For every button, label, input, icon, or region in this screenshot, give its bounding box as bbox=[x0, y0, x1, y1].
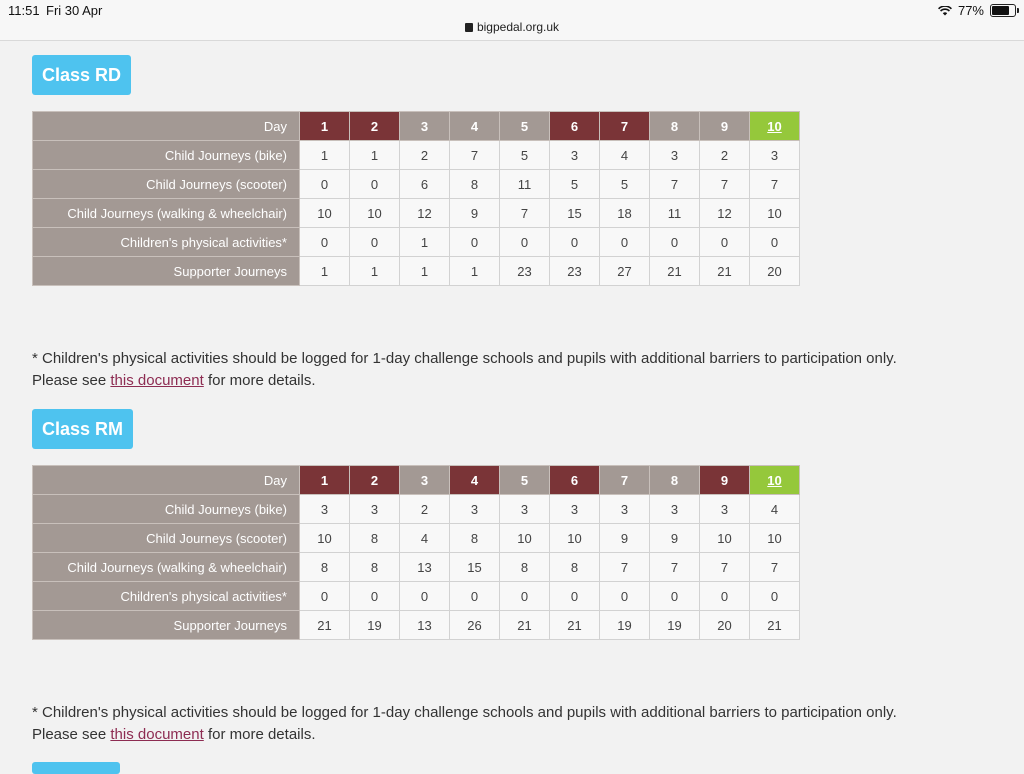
table-cell: 9 bbox=[650, 524, 700, 553]
table-cell: 9 bbox=[600, 524, 650, 553]
table-cell: 10 bbox=[500, 524, 550, 553]
class-rd-footnote bbox=[32, 348, 992, 392]
row-label: Supporter Journeys bbox=[33, 611, 300, 640]
table-cell: 5 bbox=[550, 170, 600, 199]
day-header-7 bbox=[600, 112, 650, 141]
table-cell: 10 bbox=[300, 524, 350, 553]
table-cell: 21 bbox=[650, 257, 700, 286]
table-cell: 13 bbox=[400, 553, 450, 582]
table-cell: 7 bbox=[500, 199, 550, 228]
battery-percent: 77% bbox=[957, 3, 984, 18]
day-number: 7 bbox=[620, 472, 629, 488]
table-cell: 9 bbox=[450, 199, 500, 228]
table-cell: 26 bbox=[450, 611, 500, 640]
table-cell: 21 bbox=[500, 611, 550, 640]
day-number: 2 bbox=[370, 118, 379, 134]
table-cell: 8 bbox=[450, 524, 500, 553]
row-label: Child Journeys (scooter) bbox=[33, 170, 300, 199]
table-cell: 5 bbox=[600, 170, 650, 199]
table-cell: 1 bbox=[400, 257, 450, 286]
table-cell: 7 bbox=[700, 170, 750, 199]
table-cell: 3 bbox=[300, 495, 350, 524]
see-suffix: for more details. bbox=[203, 726, 316, 743]
table-cell: 1 bbox=[350, 141, 400, 170]
table-cell: 23 bbox=[550, 257, 600, 286]
day-header-3 bbox=[400, 112, 450, 141]
day-number: 2 bbox=[370, 472, 379, 488]
table-cell: 10 bbox=[750, 199, 800, 228]
day-header-8 bbox=[650, 112, 700, 141]
day-number: 5 bbox=[520, 472, 529, 488]
table-cell: 19 bbox=[350, 611, 400, 640]
table-cell: 3 bbox=[550, 141, 600, 170]
table-cell: 0 bbox=[700, 228, 750, 257]
day-header-3 bbox=[400, 466, 450, 495]
footnote-text: * Children's physical activities should be logged for 1-day challenge schools and pupils with additional barriers to participation only. bbox=[32, 704, 897, 721]
table-cell: 1 bbox=[300, 257, 350, 286]
table-row bbox=[33, 199, 800, 228]
day-number: 6 bbox=[570, 118, 579, 134]
table-cell: 8 bbox=[300, 553, 350, 582]
table-cell: 1 bbox=[350, 257, 400, 286]
table-cell: 12 bbox=[400, 199, 450, 228]
table-cell: 7 bbox=[600, 553, 650, 582]
table-cell: 0 bbox=[450, 228, 500, 257]
row-label: Day bbox=[33, 466, 300, 495]
class-rm-button[interactable]: Class RM bbox=[32, 409, 133, 449]
table-cell: 10 bbox=[550, 524, 600, 553]
see-prefix: Please see bbox=[32, 726, 111, 743]
table-cell: 10 bbox=[300, 199, 350, 228]
table-cell: 27 bbox=[600, 257, 650, 286]
footnote-text: * Children's physical activities should be logged for 1-day challenge schools and pupils with additional barriers to participation only. bbox=[32, 350, 897, 367]
table-cell: 3 bbox=[650, 495, 700, 524]
table-cell: 3 bbox=[550, 495, 600, 524]
table-cell: 13 bbox=[400, 611, 450, 640]
day-header-1 bbox=[300, 112, 350, 141]
table-cell: 7 bbox=[700, 553, 750, 582]
table-cell: 3 bbox=[650, 141, 700, 170]
table-cell: 1 bbox=[400, 228, 450, 257]
day-number: 9 bbox=[720, 118, 729, 134]
table-cell: 0 bbox=[650, 582, 700, 611]
table-cell: 23 bbox=[500, 257, 550, 286]
table-cell: 0 bbox=[400, 582, 450, 611]
day-row bbox=[33, 466, 800, 495]
table-cell: 4 bbox=[600, 141, 650, 170]
table-row bbox=[33, 524, 800, 553]
table-cell: 0 bbox=[300, 228, 350, 257]
day-header-5 bbox=[500, 466, 550, 495]
table-cell: 7 bbox=[750, 553, 800, 582]
class-rd-table bbox=[32, 111, 800, 286]
day-header-2 bbox=[350, 466, 400, 495]
table-row bbox=[33, 228, 800, 257]
row-label: Supporter Journeys bbox=[33, 257, 300, 286]
next-class-button[interactable] bbox=[32, 762, 120, 774]
table-cell: 0 bbox=[350, 228, 400, 257]
url-text: bigpedal.org.uk bbox=[476, 20, 560, 34]
table-cell: 0 bbox=[500, 582, 550, 611]
this-document-link[interactable]: this document bbox=[110, 372, 204, 389]
class-rm-table bbox=[32, 465, 800, 640]
wifi-icon bbox=[938, 6, 952, 16]
table-cell: 4 bbox=[400, 524, 450, 553]
table-cell: 10 bbox=[750, 524, 800, 553]
table-cell: 1 bbox=[300, 141, 350, 170]
day-number: 9 bbox=[720, 472, 729, 488]
day-number: 3 bbox=[420, 118, 429, 134]
status-date: Fri 30 Apr bbox=[46, 3, 103, 18]
table-cell: 7 bbox=[750, 170, 800, 199]
status-time: 11:51 bbox=[8, 3, 40, 18]
table-cell: 0 bbox=[600, 228, 650, 257]
table-cell: 4 bbox=[750, 495, 800, 524]
table-cell: 0 bbox=[550, 582, 600, 611]
class-rd-button[interactable]: Class RD bbox=[32, 55, 131, 95]
day-number[interactable]: 10 bbox=[767, 118, 782, 134]
table-cell: 7 bbox=[450, 141, 500, 170]
battery-icon bbox=[990, 4, 1016, 17]
table-cell: 21 bbox=[700, 257, 750, 286]
row-label: Child Journeys (walking & wheelchair) bbox=[33, 553, 300, 582]
class-rm-footnote bbox=[32, 702, 992, 746]
table-cell: 18 bbox=[600, 199, 650, 228]
day-header-6 bbox=[550, 112, 600, 141]
day-header-4 bbox=[450, 466, 500, 495]
day-number: 8 bbox=[670, 472, 679, 488]
row-label: Children's physical activities* bbox=[33, 582, 300, 611]
status-indicators bbox=[938, 3, 1016, 18]
day-row bbox=[33, 112, 800, 141]
day-number: 3 bbox=[420, 472, 429, 488]
table-cell: 21 bbox=[750, 611, 800, 640]
table-cell: 15 bbox=[550, 199, 600, 228]
table-cell: 8 bbox=[350, 524, 400, 553]
day-header-7 bbox=[600, 466, 650, 495]
see-suffix: for more details. bbox=[203, 372, 316, 389]
row-label: Child Journeys (bike) bbox=[33, 495, 300, 524]
table-cell: 0 bbox=[450, 582, 500, 611]
table-cell: 3 bbox=[600, 495, 650, 524]
day-number: 1 bbox=[320, 118, 329, 134]
table-cell: 15 bbox=[450, 553, 500, 582]
table-cell: 8 bbox=[450, 170, 500, 199]
table-cell: 20 bbox=[750, 257, 800, 286]
table-cell: 19 bbox=[650, 611, 700, 640]
table-cell: 20 bbox=[700, 611, 750, 640]
table-cell: 3 bbox=[450, 495, 500, 524]
table-row bbox=[33, 495, 800, 524]
day-header-8 bbox=[650, 466, 700, 495]
row-label: Child Journeys (scooter) bbox=[33, 524, 300, 553]
day-header-9 bbox=[700, 466, 750, 495]
row-label: Child Journeys (bike) bbox=[33, 141, 300, 170]
table-cell: 0 bbox=[300, 170, 350, 199]
day-number[interactable]: 10 bbox=[767, 472, 782, 488]
table-cell: 0 bbox=[650, 228, 700, 257]
table-row bbox=[33, 611, 800, 640]
day-header-5 bbox=[500, 112, 550, 141]
table-cell: 8 bbox=[500, 553, 550, 582]
day-number: 4 bbox=[470, 118, 479, 134]
table-cell: 21 bbox=[300, 611, 350, 640]
table-cell: 12 bbox=[700, 199, 750, 228]
table-cell: 2 bbox=[400, 495, 450, 524]
table-cell: 19 bbox=[600, 611, 650, 640]
table-cell: 0 bbox=[500, 228, 550, 257]
table-cell: 0 bbox=[600, 582, 650, 611]
see-prefix: Please see bbox=[32, 372, 111, 389]
table-cell: 0 bbox=[350, 170, 400, 199]
table-cell: 3 bbox=[350, 495, 400, 524]
table-row bbox=[33, 553, 800, 582]
table-cell: 0 bbox=[350, 582, 400, 611]
table-cell: 1 bbox=[450, 257, 500, 286]
table-cell: 8 bbox=[550, 553, 600, 582]
table-cell: 6 bbox=[400, 170, 450, 199]
table-cell: 2 bbox=[400, 141, 450, 170]
table-row bbox=[33, 170, 800, 199]
this-document-link[interactable]: this document bbox=[110, 726, 204, 743]
day-header-9 bbox=[700, 112, 750, 141]
table-cell: 0 bbox=[700, 582, 750, 611]
day-header-1 bbox=[300, 466, 350, 495]
table-cell: 2 bbox=[700, 141, 750, 170]
day-number: 6 bbox=[570, 472, 579, 488]
table-cell: 11 bbox=[500, 170, 550, 199]
table-row bbox=[33, 257, 800, 286]
row-label: Children's physical activities* bbox=[33, 228, 300, 257]
table-cell: 0 bbox=[750, 228, 800, 257]
table-cell: 0 bbox=[750, 582, 800, 611]
day-header-4 bbox=[450, 112, 500, 141]
day-header-10[interactable] bbox=[750, 112, 800, 141]
table-cell: 3 bbox=[750, 141, 800, 170]
row-label: Day bbox=[33, 112, 300, 141]
day-number: 5 bbox=[520, 118, 529, 134]
table-cell: 3 bbox=[500, 495, 550, 524]
day-header-10[interactable] bbox=[750, 466, 800, 495]
day-number: 1 bbox=[320, 472, 329, 488]
table-cell: 7 bbox=[650, 170, 700, 199]
day-header-2 bbox=[350, 112, 400, 141]
row-label: Child Journeys (walking & wheelchair) bbox=[33, 199, 300, 228]
table-row bbox=[33, 141, 800, 170]
address-bar[interactable] bbox=[0, 20, 1024, 34]
table-cell: 7 bbox=[650, 553, 700, 582]
table-cell: 0 bbox=[300, 582, 350, 611]
day-number: 4 bbox=[470, 472, 479, 488]
table-cell: 10 bbox=[350, 199, 400, 228]
lock-icon bbox=[465, 23, 473, 32]
table-cell: 3 bbox=[700, 495, 750, 524]
table-row bbox=[33, 582, 800, 611]
day-number: 8 bbox=[670, 118, 679, 134]
day-header-6 bbox=[550, 466, 600, 495]
table-cell: 5 bbox=[500, 141, 550, 170]
status-bar bbox=[0, 0, 1024, 41]
table-cell: 21 bbox=[550, 611, 600, 640]
table-cell: 8 bbox=[350, 553, 400, 582]
table-cell: 10 bbox=[700, 524, 750, 553]
table-cell: 0 bbox=[550, 228, 600, 257]
day-number: 7 bbox=[620, 118, 629, 134]
table-cell: 11 bbox=[650, 199, 700, 228]
